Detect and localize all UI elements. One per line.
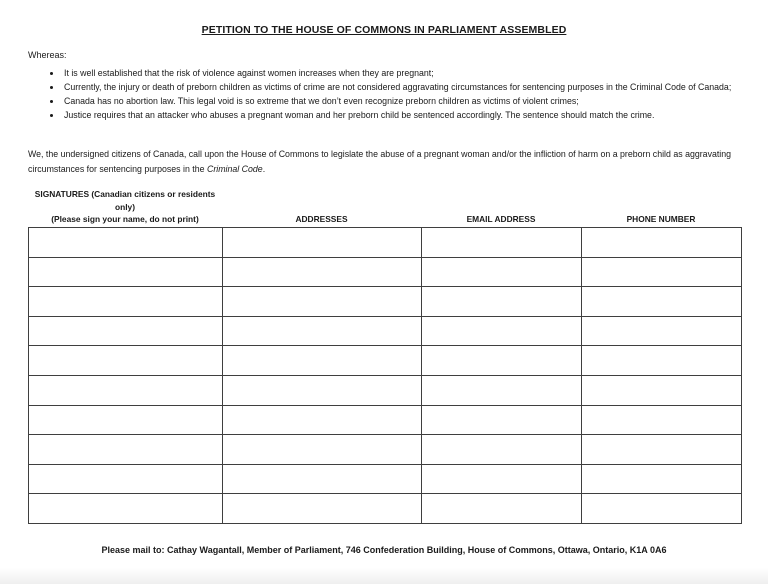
email-cell[interactable] bbox=[422, 464, 582, 494]
email-cell[interactable] bbox=[422, 228, 582, 258]
table-row bbox=[29, 257, 742, 287]
table-row bbox=[29, 346, 742, 376]
address-cell[interactable] bbox=[223, 316, 422, 346]
signature-cell[interactable] bbox=[29, 494, 223, 524]
email-cell[interactable] bbox=[422, 257, 582, 287]
signatures-header-line2: only) bbox=[114, 201, 135, 212]
list-item: • Justice requires that an attacker who abuses a pregnant woman and her preborn child be sentenced accordingly. The sentence should match the crime. bbox=[62, 108, 745, 122]
phone-cell[interactable] bbox=[582, 228, 742, 258]
column-header-signatures bbox=[28, 188, 222, 227]
column-header-addresses: ADDRESSES bbox=[295, 214, 348, 224]
address-cell[interactable] bbox=[223, 494, 422, 524]
email-cell[interactable] bbox=[422, 346, 582, 376]
signature-cell[interactable] bbox=[29, 316, 223, 346]
address-cell[interactable] bbox=[223, 228, 422, 258]
phone-cell[interactable] bbox=[582, 257, 742, 287]
signature-cell[interactable] bbox=[29, 257, 223, 287]
signature-cell[interactable] bbox=[29, 228, 223, 258]
signature-cell[interactable] bbox=[29, 464, 223, 494]
signatures-header-line3: (Please sign your name, do not print) bbox=[51, 214, 199, 224]
table-header-row bbox=[28, 188, 741, 227]
table-row bbox=[29, 435, 742, 465]
table-row bbox=[29, 464, 742, 494]
phone-cell[interactable] bbox=[582, 464, 742, 494]
table-row bbox=[29, 405, 742, 435]
address-cell[interactable] bbox=[223, 435, 422, 465]
email-cell[interactable] bbox=[422, 494, 582, 524]
call-to-action bbox=[28, 147, 744, 176]
list-item: • Canada has no abortion law. This legal void is so extreme that we don’t even recognize preborn children as victims of violent crimes; bbox=[62, 94, 745, 108]
address-cell[interactable] bbox=[223, 257, 422, 287]
list-item: • Currently, the injury or death of preborn children as victims of crime are not considered aggravating circumstances for sentencing purposes in the Criminal Code of Canada; bbox=[62, 80, 745, 94]
whereas-label: Whereas: bbox=[28, 50, 67, 60]
signature-cell[interactable] bbox=[29, 405, 223, 435]
address-cell[interactable] bbox=[223, 287, 422, 317]
list-item: • It is well established that the risk of violence against women increases when they are pregnant; bbox=[62, 66, 745, 80]
table-row bbox=[29, 287, 742, 317]
phone-cell[interactable] bbox=[582, 316, 742, 346]
signatures-header-line1: SIGNATURES (Canadian citizens or residents bbox=[34, 189, 216, 199]
page-title: PETITION TO THE HOUSE OF COMMONS IN PARLIAMENT ASSEMBLED bbox=[201, 24, 567, 36]
address-cell[interactable] bbox=[223, 464, 422, 494]
phone-cell[interactable] bbox=[582, 494, 742, 524]
column-header-phone: PHONE NUMBER bbox=[626, 214, 696, 224]
mailing-instructions: Please mail to: Cathay Wagantall, Member of Parliament, 746 Confederation Building, House of Commons, Ottawa, Ontario, K1A 0A6 bbox=[101, 545, 667, 555]
phone-cell[interactable] bbox=[582, 405, 742, 435]
phone-cell[interactable] bbox=[582, 287, 742, 317]
criminal-code-italic: Criminal Code bbox=[206, 163, 263, 174]
call-to-action-period: . bbox=[262, 163, 266, 174]
address-cell[interactable] bbox=[223, 346, 422, 376]
address-cell[interactable] bbox=[223, 405, 422, 435]
table-row bbox=[29, 316, 742, 346]
email-cell[interactable] bbox=[422, 435, 582, 465]
signature-cell[interactable] bbox=[29, 375, 223, 405]
email-cell[interactable] bbox=[422, 316, 582, 346]
table-row bbox=[29, 375, 742, 405]
table-row bbox=[29, 228, 742, 258]
signature-cell[interactable] bbox=[29, 435, 223, 465]
email-cell[interactable] bbox=[422, 405, 582, 435]
table-row bbox=[29, 494, 742, 524]
signature-cell[interactable] bbox=[29, 287, 223, 317]
email-cell[interactable] bbox=[422, 287, 582, 317]
column-header-email: EMAIL ADDRESS bbox=[466, 214, 536, 224]
email-cell[interactable] bbox=[422, 375, 582, 405]
signature-table-body bbox=[29, 228, 742, 524]
signature-cell[interactable] bbox=[29, 346, 223, 376]
call-to-action-text: We, the undersigned citizens of Canada, call upon the House of Commons to legislate the abuse of a pregnant woman and/or the infliction of harm on a preborn child as aggravating circumstances for sentencing purposes in the bbox=[28, 149, 732, 174]
phone-cell[interactable] bbox=[582, 375, 742, 405]
phone-cell[interactable] bbox=[582, 346, 742, 376]
page-bottom-fade bbox=[0, 568, 768, 584]
phone-cell[interactable] bbox=[582, 435, 742, 465]
signature-table bbox=[28, 227, 742, 524]
address-cell[interactable] bbox=[223, 375, 422, 405]
whereas-list bbox=[49, 66, 745, 122]
